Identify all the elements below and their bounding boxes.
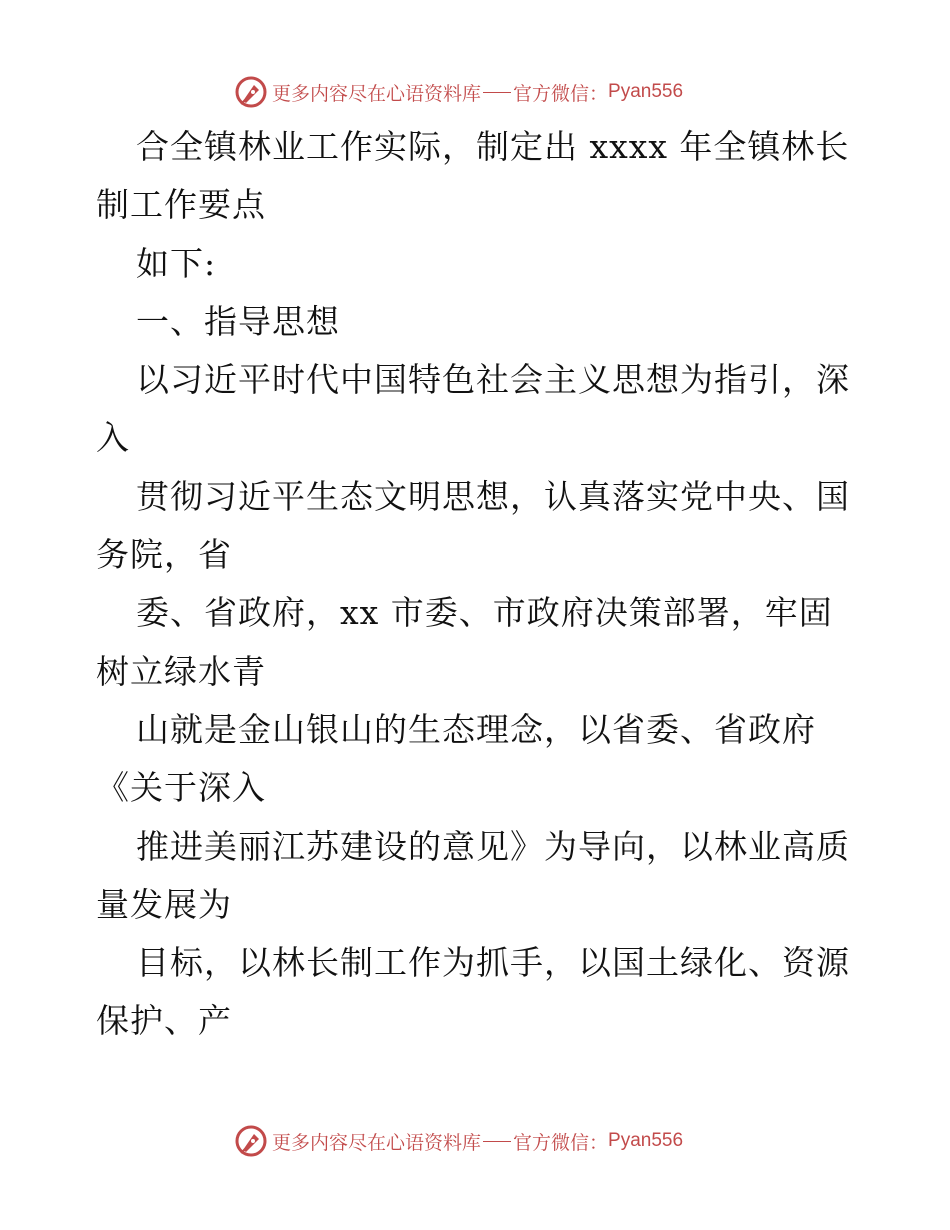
footer-banner-dash: [483, 1141, 511, 1142]
body-line: 如下:: [136, 243, 217, 283]
body-line: 合全镇林业工作实际，制定出 xxxx 年全镇林长: [136, 127, 850, 166]
header-banner: [0, 72, 950, 112]
footer-wechat-id: Pyan556: [608, 1130, 684, 1151]
body-line: 贯彻习近平生态文明思想，认真落实党中央、国: [136, 476, 850, 516]
footer-banner-content: [234, 1121, 683, 1161]
body-line: 量发展为: [96, 884, 232, 924]
body-line: 推进美丽江苏建设的意见》为导向，以林业高质: [136, 826, 850, 866]
body-line: 委、省政府，xx 市委、市政府决策部署，牢固: [136, 593, 833, 633]
document-body: [96, 118, 866, 1051]
body-line: 保护、产: [96, 1001, 232, 1041]
pen-nib-logo-icon: [234, 75, 268, 109]
body-line: 目标，以林长制工作为抓手，以国土绿化、资源: [136, 943, 850, 983]
body-line: 入: [96, 418, 130, 458]
footer-banner-suffix: 官方微信：: [513, 1131, 609, 1154]
header-banner-text: 更多内容尽在心语资料库: [272, 82, 482, 105]
section-heading: 一、指导思想: [136, 301, 340, 341]
footer-banner: [0, 1121, 950, 1161]
body-line: 树立绿水青: [96, 651, 266, 691]
body-line: 《关于深入: [96, 768, 266, 808]
header-banner-suffix: 官方微信：: [513, 82, 609, 105]
header-banner-content: [234, 72, 683, 112]
footer-banner-text: 更多内容尽在心语资料库: [272, 1131, 482, 1154]
body-line: 山就是金山银山的生态理念，以省委、省政府: [136, 709, 816, 749]
body-line: 以习近平时代中国特色社会主义思想为指引，深: [136, 360, 850, 400]
pen-nib-logo-icon: [234, 1124, 268, 1158]
header-banner-dash: [483, 92, 511, 93]
body-line: 务院，省: [96, 535, 232, 575]
body-line: 制工作要点: [96, 185, 266, 225]
header-wechat-id: Pyan556: [608, 81, 684, 102]
